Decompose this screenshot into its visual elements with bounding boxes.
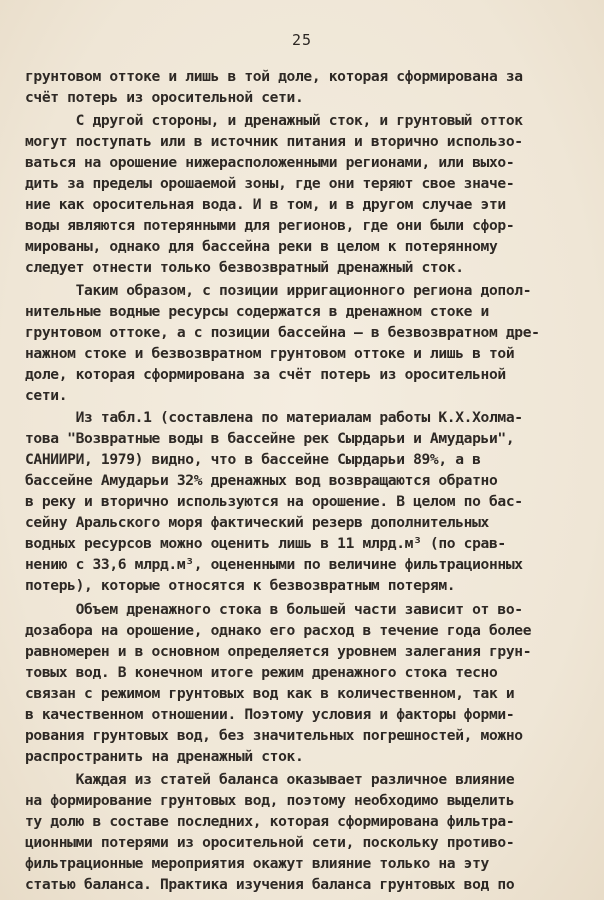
text-line: в реку и вторично используются на орошение. В целом по бас-: [25, 493, 523, 510]
text-line: водных ресурсов можно оценить лишь в 11 млрд.м³ (по срав-: [25, 535, 506, 552]
text-line: распространить на дренажный сток.: [25, 748, 304, 765]
text-line: на формирование грунтовых вод, поэтому необходимо выделить: [25, 792, 515, 809]
text-line: дить за пределы орошаемой зоны, где они теряют свое значе-: [25, 175, 515, 192]
text-line: нительные водные ресурсы содержатся в дренажном стоке и: [25, 303, 489, 320]
text-line: Таким образом, с позиции ирригационного региона допол-: [25, 282, 532, 299]
text-line: товых вод. В конечном итоге режим дренажного стока тесно: [25, 664, 498, 681]
text-line: Объем дренажного стока в большей части зависит от во-: [25, 601, 523, 618]
text-line: ние как оросительная вода. И в том, и в другом случае эти: [25, 196, 506, 213]
text-line: нажном стоке и безвозвратном грунтовом оттоке и лишь в той: [25, 345, 515, 362]
text-line: сети.: [25, 387, 68, 404]
text-line: ту долю в составе последних, которая сформирована фильтра-: [25, 813, 515, 830]
text-line: С другой стороны, и дренажный сток, и грунтовый отток: [25, 112, 523, 129]
text-line: грунтовом оттоке, а с позиции бассейна – в безвозвратном дре-: [25, 324, 540, 341]
text-line: нению с 33,6 млрд.м³, оцененными по величине фильтрационных: [25, 556, 523, 573]
text-line: дозабора на орошение, однако его расход в течение года более: [25, 622, 532, 639]
text-line: статью баланса. Практика изучения баланса грунтовых вод по: [25, 876, 515, 893]
text-line: бассейне Амударьи 32% дренажных вод возвращаются обратно: [25, 472, 498, 489]
text-line: доле, которая сформирована за счёт потерь из оросительной: [25, 366, 506, 383]
text-line: САНИИРИ, 1979) видно, что в бассейне Сырдарьи 89%, а в: [25, 451, 481, 468]
text-line: в качественном отношении. Поэтому условия и факторы форми-: [25, 706, 515, 723]
text-line: равномерен и в основном определяется уровнем залегания грун-: [25, 643, 532, 660]
text-line: мированы, однако для бассейна реки в целом к потерянному: [25, 238, 498, 255]
text-line: могут поступать или в источник питания и вторично использо-: [25, 133, 523, 150]
page-number: 25: [291, 31, 313, 49]
text-line: счёт потерь из оросительной сети.: [25, 89, 304, 106]
text-line: ваться на орошение нижерасположенными регионами, или выхо-: [25, 154, 515, 171]
text-line: Из табл.1 (составлена по материалам работы К.Х.Холма-: [25, 409, 523, 426]
text-line: сейну Аральского моря фактический резерв дополнительных: [25, 514, 489, 531]
text-line: Каждая из статей баланса оказывает различное влияние: [25, 771, 515, 788]
text-line: воды являются потерянными для регионов, где они были сфор-: [25, 217, 515, 234]
text-line: связан с режимом грунтовых вод как в количественном, так и: [25, 685, 515, 702]
text-line: това "Возвратные воды в бассейне рек Сырдарьи и Амударьи",: [25, 430, 515, 447]
text-line: фильтрационные мероприятия окажут влияние только на эту: [25, 855, 489, 872]
text-line: следует отнести только безвозвратный дренажный сток.: [25, 259, 464, 276]
text-line: потерь), которые относятся к безвозвратным потерям.: [25, 577, 456, 594]
text-line: ционными потерями из оросительной сети, поскольку противо-: [25, 834, 515, 851]
text-line: рования грунтовых вод, без значительных погрешностей, можно: [25, 727, 523, 744]
text-line: грунтовом оттоке и лишь в той доле, которая сформирована за: [25, 68, 523, 85]
